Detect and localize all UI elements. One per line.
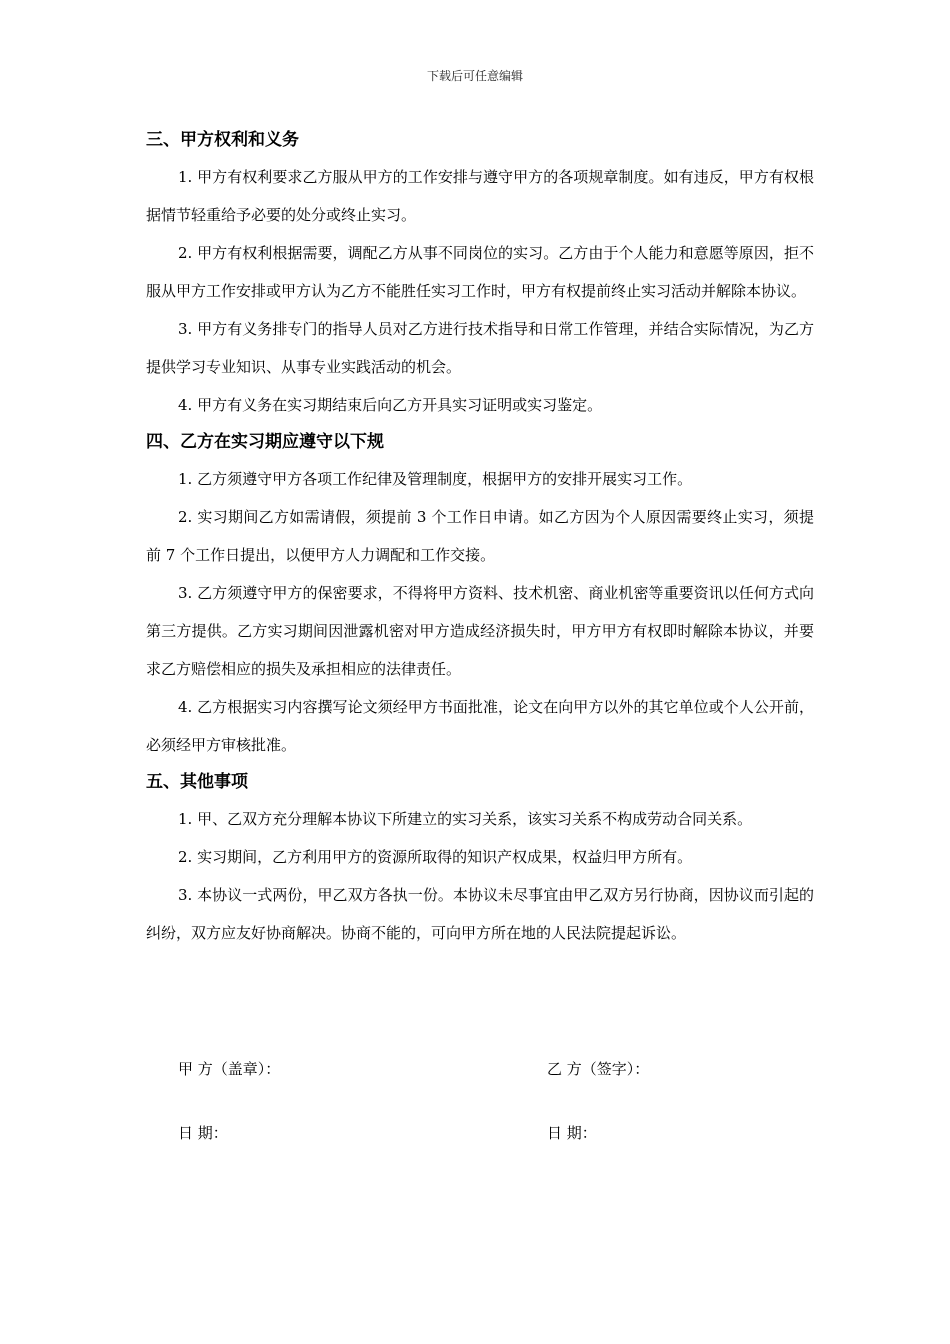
clause-paragraph: 2. 甲方有权利根据需要，调配乙方从事不同岗位的实习。乙方由于个人能力和意愿等原因，拒不服从甲方工作安排或甲方认为乙方不能胜任实习工作时，甲方有权提前终止实习活动并解除本协议。 xyxy=(146,244,814,300)
party-b-date-label: 日 期： xyxy=(547,1124,597,1142)
section-heading: 五、其他事项 xyxy=(146,772,248,792)
section-party-a-rights xyxy=(146,122,814,424)
clause-paragraph: 2. 实习期间，乙方利用甲方的资源所取得的知识产权成果，权益归甲方所有。 xyxy=(178,848,693,866)
section-heading: 三、甲方权利和义务 xyxy=(146,130,299,150)
clause-paragraph: 1. 甲、乙双方充分理解本协议下所建立的实习关系，该实习关系不构成劳动合同关系。 xyxy=(178,810,753,828)
signature-block xyxy=(178,1058,818,1186)
clause-paragraph: 3. 甲方有义务排专门的指导人员对乙方进行技术指导和日常工作管理，并结合实际情况，为乙方提供学习专业知识、从事专业实践活动的机会。 xyxy=(146,320,814,376)
clause-paragraph: 4. 乙方根据实习内容撰写论文须经甲方书面批准，论文在向甲方以外的其它单位或个人公开前，必须经甲方审核批准。 xyxy=(146,698,814,754)
clause-paragraph: 3. 乙方须遵守甲方的保密要求，不得将甲方资料、技术机密、商业机密等重要资讯以任何方式向第三方提供。乙方实习期间因泄露机密对甲方造成经济损失时，甲方甲方有权即时解除本协议，并要求乙方赔偿相应的损失及承担相应的法律责任。 xyxy=(146,584,814,678)
section-other-matters xyxy=(146,764,814,952)
document-body xyxy=(146,122,814,952)
party-b-signature-label: 乙 方（签字）： xyxy=(547,1060,650,1078)
section-heading: 四、乙方在实习期应遵守以下规 xyxy=(146,432,384,452)
date-row xyxy=(178,1122,818,1186)
clause-paragraph: 4. 甲方有义务在实习期结束后向乙方开具实习证明或实习鉴定。 xyxy=(178,396,603,414)
header-note: 下载后可任意编辑 xyxy=(426,69,523,83)
clause-paragraph: 3. 本协议一式两份，甲乙双方各执一份。本协议未尽事宜由甲乙双方另行协商，因协议而引起的纠纷，双方应友好协商解决。协商不能的，可向甲方所在地的人民法院提起诉讼。 xyxy=(146,886,814,942)
party-a-date-label: 日 期： xyxy=(178,1124,228,1142)
clause-paragraph: 2. 实习期间乙方如需请假，须提前 3 个工作日申请。如乙方因为个人原因需要终止实习，须提前 7 个工作日提出，以便甲方人力调配和工作交接。 xyxy=(146,508,814,564)
party-a-seal-label: 甲 方（盖章）： xyxy=(178,1060,281,1078)
section-party-b-rules xyxy=(146,424,814,764)
signature-row xyxy=(178,1058,818,1122)
clause-paragraph: 1. 甲方有权利要求乙方服从甲方的工作安排与遵守甲方的各项规章制度。如有违反，甲方有权根据情节轻重给予必要的处分或终止实习。 xyxy=(146,168,814,224)
clause-paragraph: 1. 乙方须遵守甲方各项工作纪律及管理制度，根据甲方的安排开展实习工作。 xyxy=(178,470,693,488)
